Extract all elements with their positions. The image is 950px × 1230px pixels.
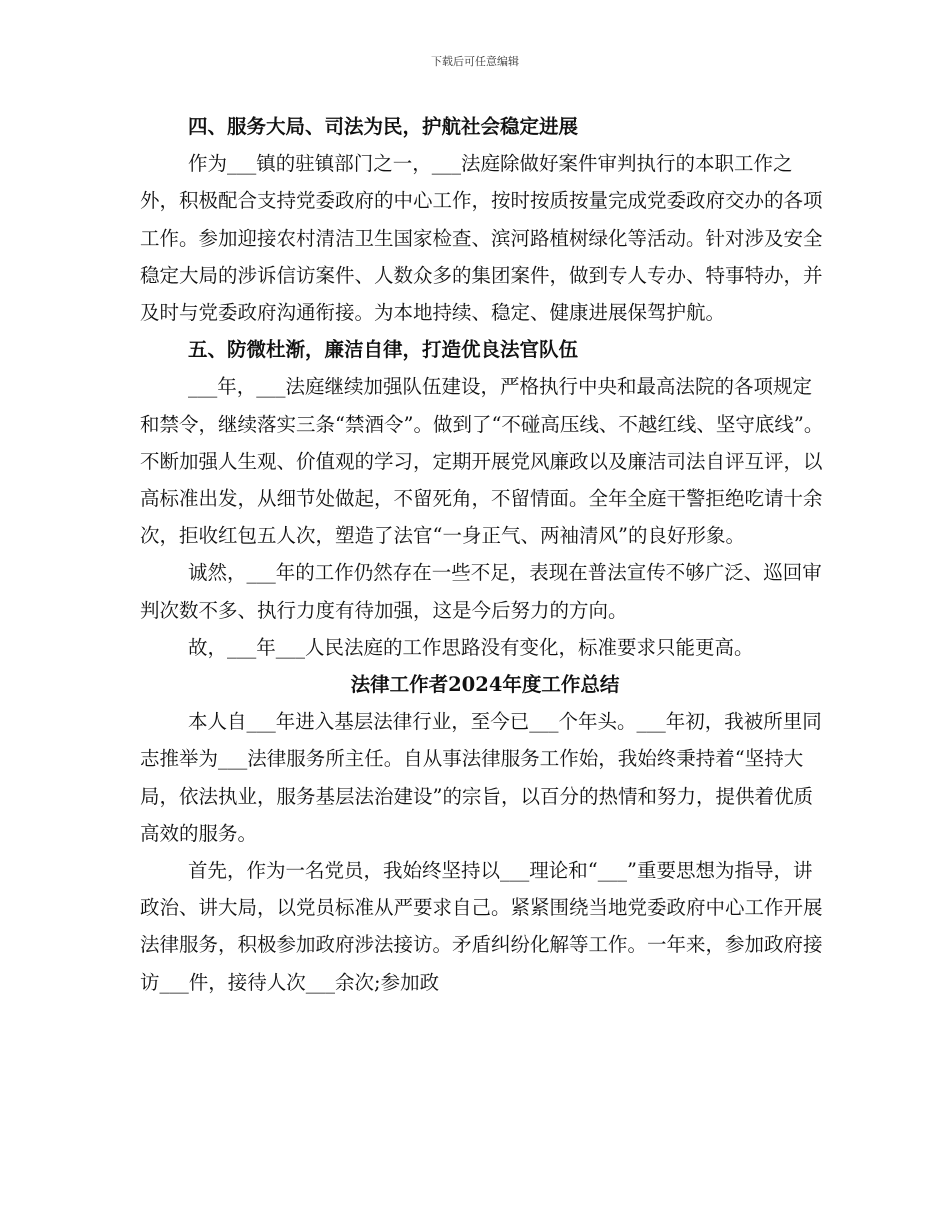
paragraph: 故，___年___人民法庭的工作思路没有变化，标准要求只能更高。 bbox=[188, 635, 754, 659]
paragraph: 首先，作为一名党员，我始终坚持以___理论和“___”重要思想为指导，讲政治、讲大局，以党员标准从严要求自己。紧紧围绕当地党委政府中心工作开展法律服务，积极参加政府涉法接访。矛盾纠纷化解等工作。一年来，参加政府接访___件，接待人次___余次;参加政 bbox=[140, 859, 823, 994]
paragraph: 诚然，___年的工作仍然存在一些不足，表现在普法宣传不够广泛、巡回审判次数不多、执行力度有待加强，这是今后努力的方向。 bbox=[140, 561, 822, 622]
section-four bbox=[140, 108, 830, 331]
page-header: 下载后可任意编辑 bbox=[431, 55, 519, 68]
paragraph: 作为___镇的驻镇部门之一，___法庭除做好案件审判执行的本职工作之外，积极配合支持党委政府的中心工作，按时按质按量完成党委政府交办的各项工作。参加迎接农村清洁卫生国家检查、滨河路植树绿化等活动。针对涉及安全稳定大局的涉诉信访案件、人数众多的集团案件，做到专人专办、特事特办，并及时与党委政府沟通衔接。为本地持续、稳定、健康进展保驾护航。 bbox=[140, 152, 823, 325]
section-five bbox=[140, 331, 830, 666]
paragraph: 本人自___年进入基层法律行业，至今已___个年头。___年初，我被所里同志推举为___法律服务所主任。自从事法律服务工作始，我始终秉持着“坚持大局，依法执业，服务基层法治建设”的宗旨，以百分的热情和努力，提供着优质高效的服务。 bbox=[140, 710, 822, 845]
document-body bbox=[140, 108, 830, 1001]
paragraph: ___年，___法庭继续加强队伍建设，严格执行中央和最高法院的各项规定和禁令，继续落实三条“禁酒令”。做到了“不碰高压线、不越红线、坚守底线”。不断加强人生观、价值观的学习，定期开展党风廉政以及廉洁司法自评互评，以高标准出发，从细节处做起，不留死角，不留情面。全年全庭干警拒绝吃请十余次，拒收红包五人次，塑造了法官“一身正气、两袖清风”的良好形象。 bbox=[140, 375, 824, 548]
section-heading: 四、服务大局、司法为民，护航社会稳定进展 bbox=[188, 115, 579, 138]
second-document bbox=[140, 666, 830, 1001]
document-title: 法律工作者2024年度工作总结 bbox=[350, 673, 620, 697]
section-heading: 五、防微杜渐，廉洁自律，打造优良法官队伍 bbox=[188, 338, 579, 362]
